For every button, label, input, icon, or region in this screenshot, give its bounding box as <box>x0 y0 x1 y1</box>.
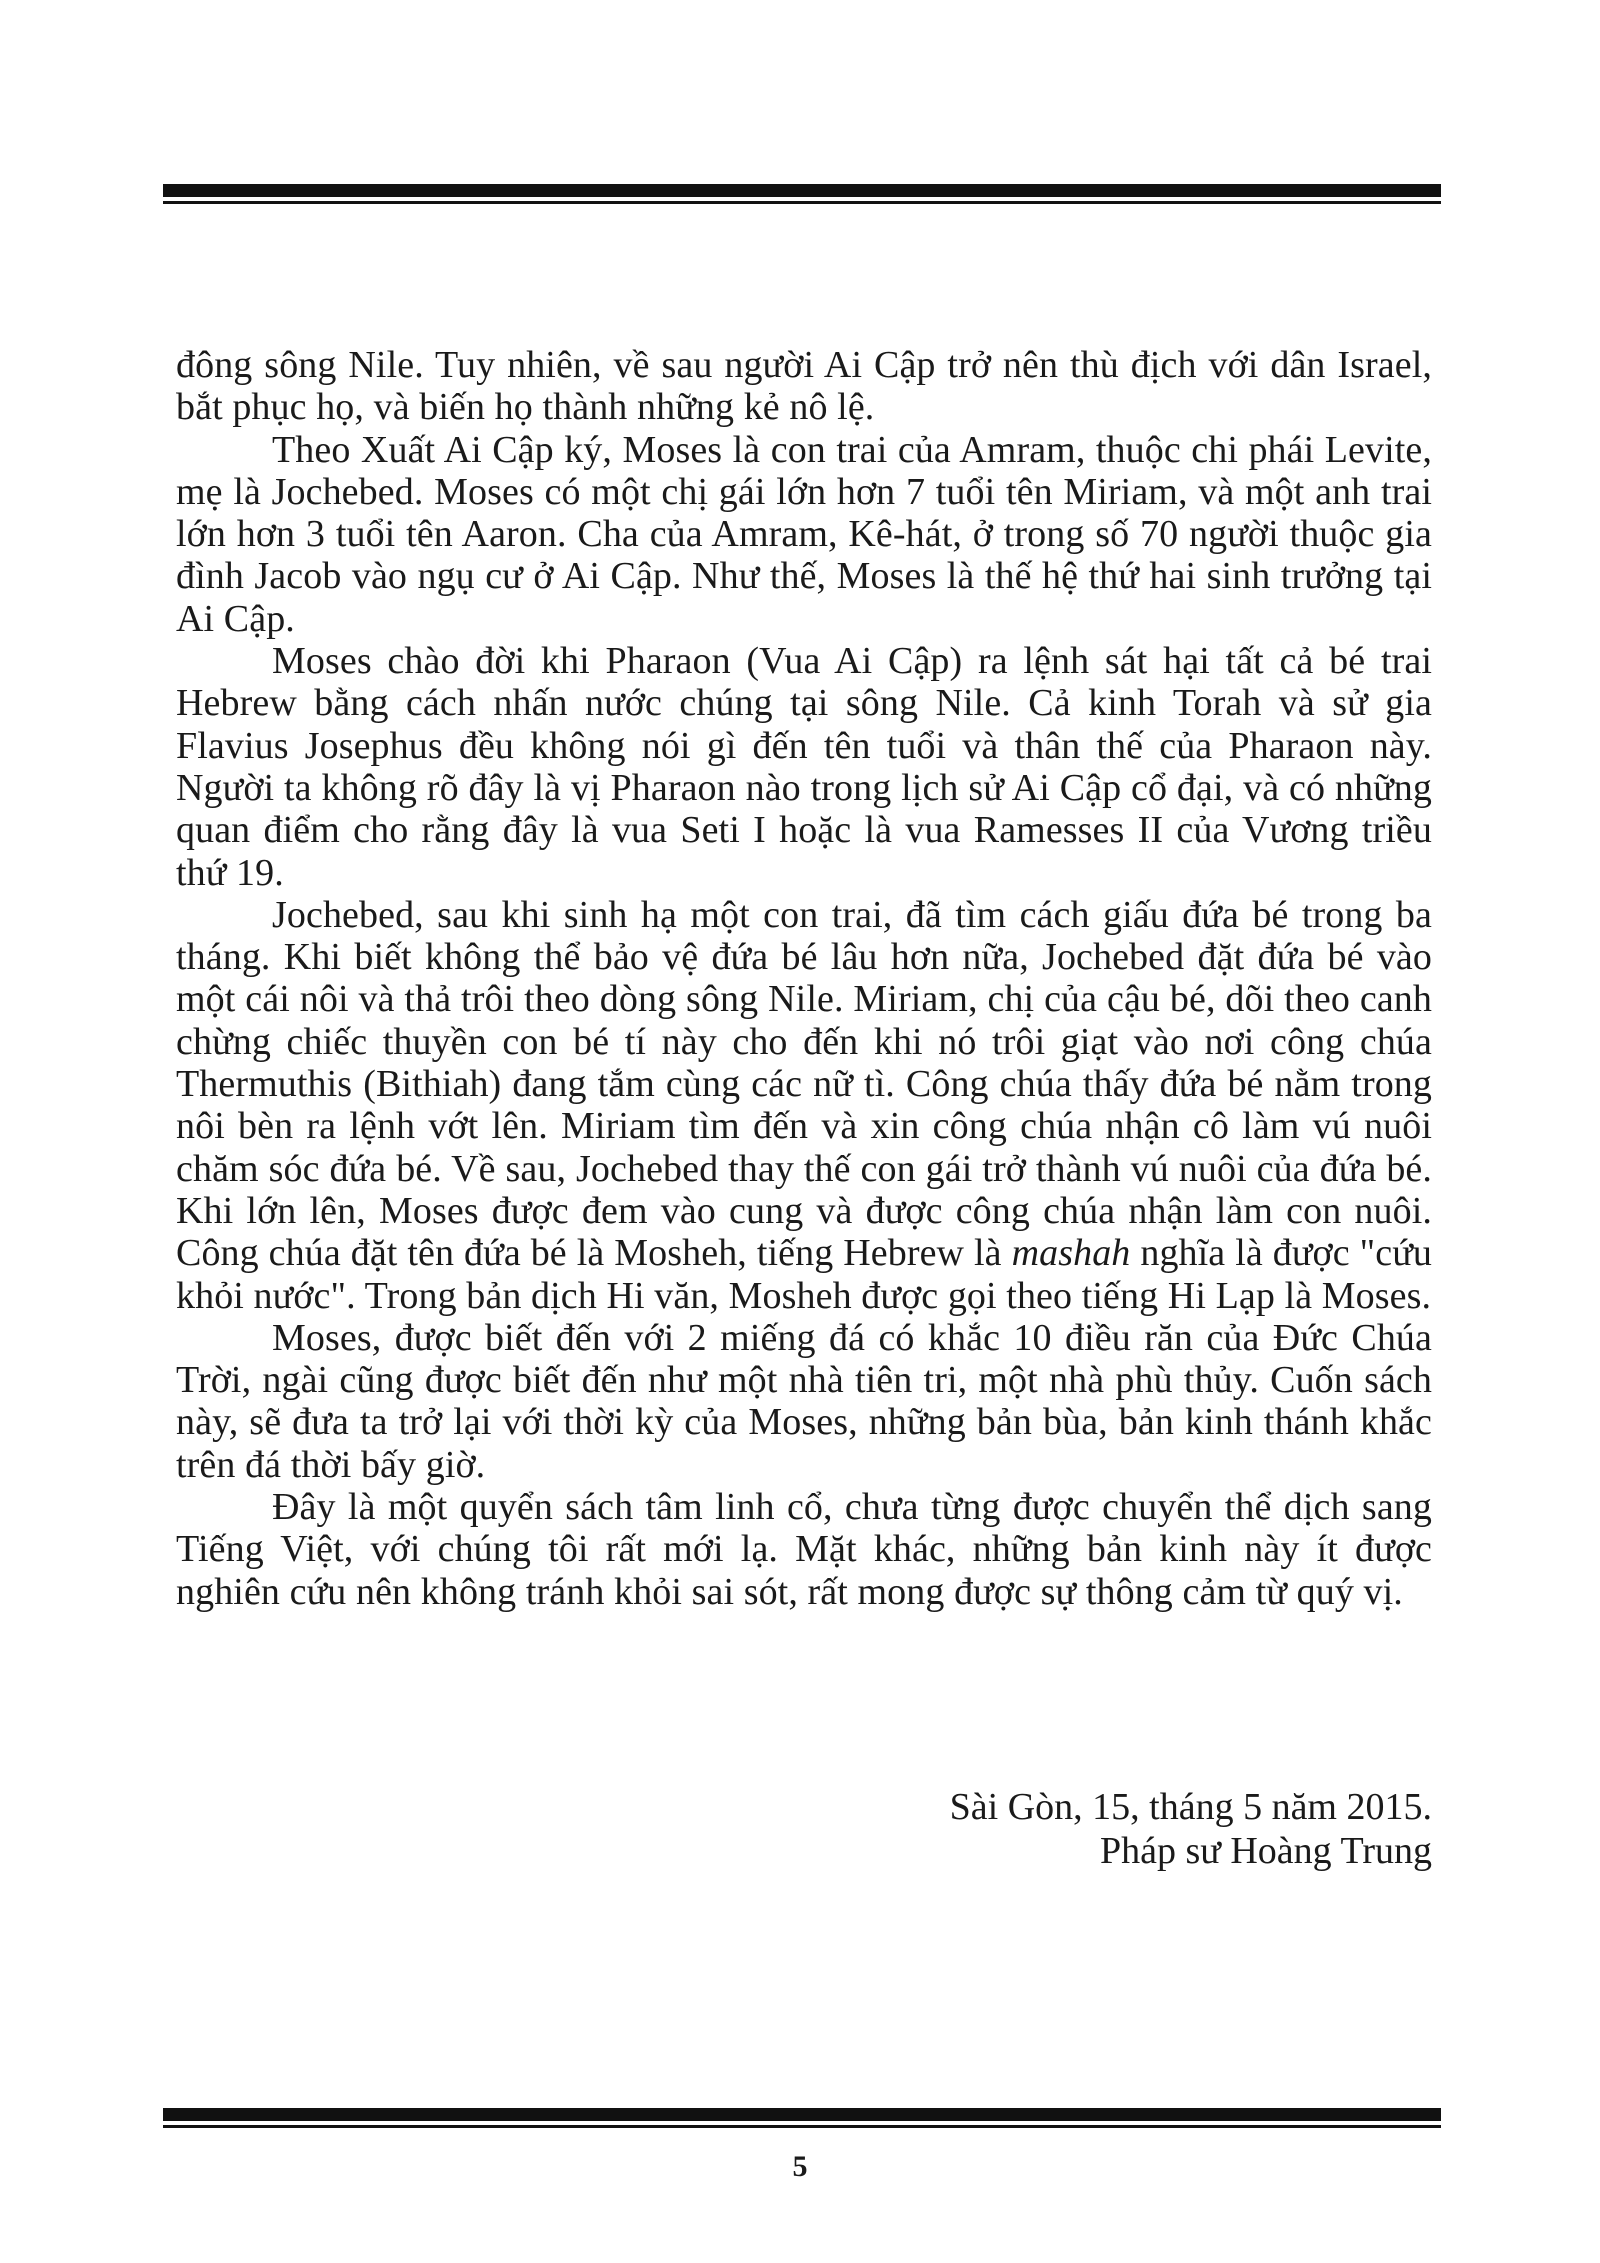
paragraph-text: Đây là một quyển sách tâm linh cổ, chưa từng được chuyển thể dịch sang Tiếng Việt, với chúng tôi rất mới lạ. Mặt khác, những bản kinh này ít được nghiên cứu nên không tránh khỏi sai sót, rất mong được sự thông cảm từ quý vị. <box>176 1486 1432 1613</box>
paragraph <box>176 1486 1432 1613</box>
italic-term: mashah <box>1011 1232 1131 1275</box>
paragraph <box>176 894 1432 1317</box>
paragraph <box>176 429 1432 640</box>
paragraph <box>176 1317 1432 1486</box>
signature-author: Pháp sư Hoàng Trung <box>1099 1830 1432 1872</box>
paragraph-text: đông sông Nile. Tuy nhiên, về sau người Ai Cập trở nên thù địch với dân Israel, bắt phục họ, và biến họ thành những kẻ nô lệ. <box>176 344 1432 429</box>
signature-place-date: Sài Gòn, 15, tháng 5 năm 2015. <box>949 1786 1432 1828</box>
paragraph <box>176 640 1432 894</box>
signature-block <box>950 1785 1432 1873</box>
paragraph-text: Moses, được biết đến với 2 miếng đá có khắc 10 điều răn của Đức Chúa Trời, ngài cũng được biết đến như một nhà tiên tri, một nhà phù thủy. Cuốn sách này, sẽ đưa ta trở lại với thời kỳ của Moses, những bản bùa, bản kinh thánh khắc trên đá thời bấy giờ. <box>176 1316 1432 1486</box>
paragraph-text: Jochebed, sau khi sinh hạ một con trai, đã tìm cách giấu đứa bé trong ba tháng. Khi biết không thể bảo vệ đứa bé lâu hơn nữa, Jochebed đặt đứa bé vào một cái nôi và thả trôi theo dòng sông Nile. Miriam, chị của cậu bé, dõi theo canh chừng chiếc thuyền con bé tí này cho đến khi nó trôi giạt vào nơi công chúa Thermuthis (Bithiah) đang tắm cùng các nữ tì. Công chúa thấy đứa bé nằm trong nôi bèn ra lệnh vớt lên. Miriam tìm đến và xin công chúa nhận cô làm vú nuôi chăm sóc đứa bé. Về sau, Jochebed thay thế con gái trở thành vú nuôi của đứa bé. Khi lớn lên, Moses được đem vào cung và được công chúa nhận làm con nuôi. Công chúa đặt tên đứa bé là Mosheh, tiếng Hebrew là <box>176 893 1432 1275</box>
page-number: 5 <box>792 2150 808 2183</box>
paragraph <box>176 344 1432 429</box>
paragraph-text: nghĩa là được "cứu khỏi nước". Trong bản dịch Hi văn, Mosheh được gọi theo tiếng Hi Lạp là Moses. <box>176 1232 1432 1317</box>
paragraph-text: Moses chào đời khi Pharaon (Vua Ai Cập) ra lệnh sát hại tất cả bé trai Hebrew bằng cách nhấn nước chúng tại sông Nile. Cả kinh Torah và sử gia Flavius Josephus đều không nói gì đến tên tuổi và thân thế của Pharaon này. Người ta không rõ đây là vị Pharaon nào trong lịch sử Ai Cập cổ đại, và có những quan điểm cho rằng đây là vua Seti I hoặc là vua Ramesses II của Vương triều thứ 19. <box>176 640 1432 894</box>
paragraph-text: Theo Xuất Ai Cập ký, Moses là con trai của Amram, thuộc chi phái Levite, mẹ là Jochebed. Moses có một chị gái lớn hơn 7 tuổi tên Miriam, và một anh trai lớn hơn 3 tuổi tên Aaron. Cha của Amram, Kê-hát, ở trong số 70 người thuộc gia đình Jacob vào ngụ cư ở Ai Cập. Như thế, Moses là thế hệ thứ hai sinh trưởng tại Ai Cập. <box>176 428 1432 640</box>
footer-rule <box>163 2108 1441 2128</box>
body-text <box>176 344 1432 1613</box>
header-rule <box>163 184 1441 204</box>
